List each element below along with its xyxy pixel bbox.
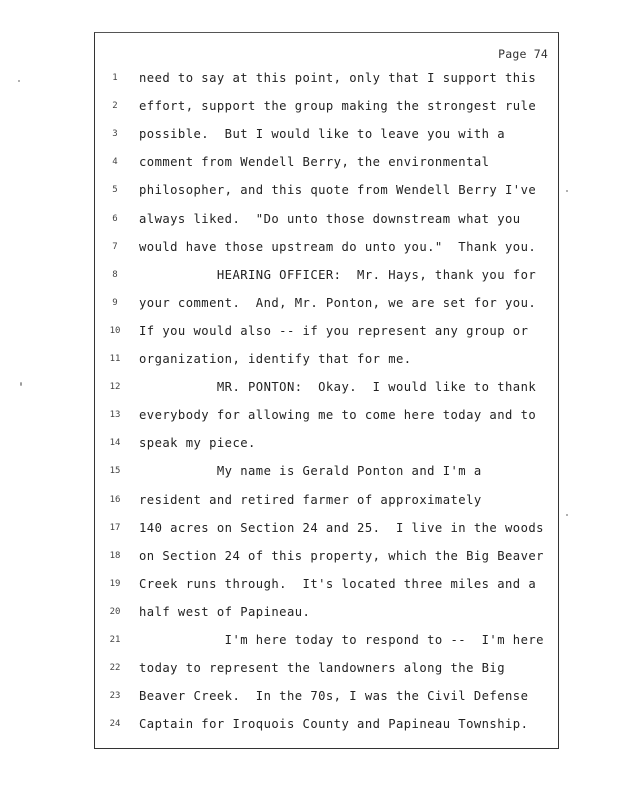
line-number: 13 bbox=[109, 410, 121, 421]
line-text: half west of Papineau. bbox=[139, 604, 311, 619]
line-text: 140 acres on Section 24 and 25. I live in the woods bbox=[139, 520, 544, 535]
line-number: 19 bbox=[109, 578, 121, 589]
line-number: 21 bbox=[109, 635, 121, 645]
line-number: 12 bbox=[109, 382, 121, 393]
page-number: Page 74 bbox=[498, 47, 548, 61]
line-text: If you would also -- if you represent any group or bbox=[139, 323, 529, 338]
line-text: effort, support the group making the strongest rule bbox=[139, 99, 537, 114]
scan-speck bbox=[18, 80, 20, 82]
line-text: possible. But I would like to leave you with a bbox=[139, 127, 506, 142]
line-text: always liked. "Do unto those downstream what you bbox=[139, 211, 521, 226]
line-text: your comment. And, Mr. Ponton, we are set for you. bbox=[139, 295, 537, 310]
line-number: 1 bbox=[112, 73, 118, 83]
line-text: comment from Wendell Berry, the environmental bbox=[139, 155, 490, 170]
line-number: 6 bbox=[112, 213, 118, 224]
line-text: I'm here today to respond to -- I'm here bbox=[139, 633, 544, 647]
scan-speck bbox=[566, 514, 568, 516]
scan-speck bbox=[566, 190, 568, 192]
line-text: need to say at this point, only that I support this bbox=[139, 71, 537, 85]
line-text: MR. PONTON: Okay. I would like to thank bbox=[139, 380, 537, 395]
line-number: 20 bbox=[109, 606, 121, 617]
line-text: everybody for allowing me to come here today and to bbox=[139, 408, 537, 423]
line-text: Beaver Creek. In the 70s, I was the Civil Defense bbox=[139, 689, 529, 704]
line-number: 7 bbox=[112, 241, 118, 252]
line-number: 9 bbox=[112, 297, 118, 308]
line-text: speak my piece. bbox=[139, 436, 256, 451]
line-number: 8 bbox=[112, 269, 118, 280]
line-number: 18 bbox=[109, 550, 121, 561]
line-text: philosopher, and this quote from Wendell Berry I've bbox=[139, 183, 537, 198]
line-text: Captain for Iroquois County and Papineau Township. bbox=[139, 717, 529, 732]
line-number: 14 bbox=[109, 438, 121, 449]
line-text: My name is Gerald Ponton and I'm a bbox=[139, 464, 482, 479]
line-text: Creek runs through. It's located three miles and a bbox=[139, 576, 537, 591]
line-number: 3 bbox=[112, 129, 118, 140]
line-number: 11 bbox=[109, 354, 121, 364]
line-number: 15 bbox=[109, 466, 121, 477]
line-text: would have those upstream do unto you." Thank you. bbox=[139, 239, 537, 254]
line-number: 23 bbox=[109, 691, 121, 702]
line-number: 5 bbox=[112, 185, 118, 196]
line-number: 16 bbox=[109, 494, 121, 505]
line-text: organization, identify that for me. bbox=[139, 352, 412, 366]
line-number: 24 bbox=[109, 719, 121, 730]
line-text: resident and retired farmer of approximately bbox=[139, 492, 482, 507]
line-number: 22 bbox=[109, 663, 121, 674]
line-number: 10 bbox=[109, 325, 121, 336]
scan-speck bbox=[20, 382, 22, 386]
line-text: today to represent the landowners along the Big bbox=[139, 661, 506, 676]
line-number: 4 bbox=[112, 157, 118, 168]
line-number: 2 bbox=[112, 101, 118, 112]
line-text: on Section 24 of this property, which the Big Beaver bbox=[139, 548, 544, 563]
line-text: HEARING OFFICER: Mr. Hays, thank you for bbox=[139, 267, 537, 282]
transcript-page bbox=[94, 32, 559, 749]
line-number: 17 bbox=[109, 522, 121, 533]
